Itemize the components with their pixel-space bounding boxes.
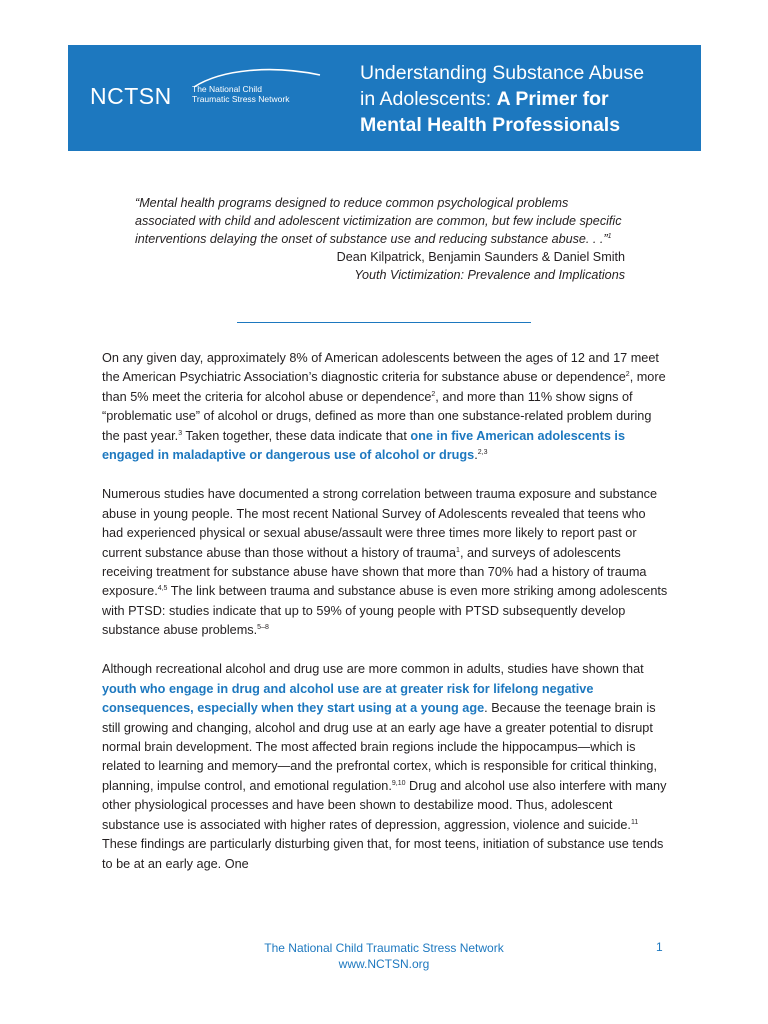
epigraph-quote bbox=[135, 194, 625, 284]
paragraph-3 bbox=[102, 660, 668, 874]
footer-url-link[interactable]: www.NCTSN.org bbox=[338, 957, 430, 971]
logo-subtitle-line1: The National Child bbox=[192, 84, 262, 94]
p2-text-2: , and surveys of adolescents receiving treatment for substance abuse have shown that more than 70% had a history of trauma exposure. bbox=[102, 545, 647, 599]
footnote-ref: 9,10 bbox=[391, 779, 406, 787]
p1-text-4: Taken together, these data indicate that bbox=[182, 428, 411, 443]
footnote-ref: 2 bbox=[625, 371, 630, 379]
p1-text-1: On any given day, approximately 8% of American adolescents between the ages of 12 and 17 meet the American Psychiatric Association’s diagnostic criteria for substance abuse or dependence bbox=[102, 351, 659, 385]
footnote-ref: 1 bbox=[456, 546, 460, 554]
page-footer bbox=[184, 940, 584, 972]
quote-source: Youth Victimization: Prevalence and Implications bbox=[354, 268, 625, 282]
paragraph-1 bbox=[102, 349, 668, 466]
footnote-ref: 3 bbox=[178, 429, 183, 437]
p1-highlight: one in five American adolescents is engaged in maladaptive or dangerous use of alcohol or drugs bbox=[102, 428, 625, 463]
p1-text-3: , and more than 11% show signs of “problematic use” of alcohol or drugs, defined as more than one substance-related problem during the past year. bbox=[102, 389, 652, 443]
logo-subtitle-line2: Traumatic Stress Network bbox=[192, 94, 290, 104]
title-line-2-regular: in Adolescents: bbox=[360, 88, 497, 110]
logo-subtitle bbox=[192, 84, 289, 104]
title-line-1: Understanding Substance Abuse bbox=[360, 62, 645, 84]
quote-authors: Dean Kilpatrick, Benjamin Saunders & Daniel Smith bbox=[336, 250, 625, 264]
body-text bbox=[102, 349, 668, 894]
p1-text-5: . bbox=[474, 448, 478, 463]
footnote-ref: 2,3 bbox=[477, 449, 488, 457]
p3-text-2: . Because the teenage brain is still growing and changing, alcohol and drug use at an early age have a greater potential to disrupt normal brain development. The most affected brain regions include the hippocampus—which is related to learning and memory—and the prefrontal cortex, which is responsible for critical thinking, planning, impulse control, and emotional regulation. bbox=[102, 701, 657, 793]
p2-text-1: Numerous studies have documented a strong correlation between trauma exposure and substance abuse in young people. The most recent National Survey of Adolescents revealed that teens who had experienced physical or sexual abuse/assault were three times more likely to report past or current substance abuse than those without a history of trauma bbox=[102, 487, 658, 560]
paragraph-2 bbox=[102, 485, 668, 641]
nctsn-logo[interactable] bbox=[90, 65, 330, 125]
p3-text-4: These findings are particularly disturbing given that, for most teens, initiation of substance use tends to be at an early age. One bbox=[102, 837, 664, 871]
p2-text-3: The link between trauma and substance abuse is even more striking among adolescents with PTSD: studies indicate that up to 59% of young people with PTSD subsequently develop substance abuse problems. bbox=[102, 584, 668, 638]
p3-text-3: Drug and alcohol use also interfere with many other physiological processes and have been shown to destabilize mood. Thus, adolescent substance use is associated with higher rates of depression, aggression, violence and suicide. bbox=[102, 778, 667, 832]
quote-note: 1 bbox=[607, 233, 612, 240]
p3-text-1: Although recreational alcohol and drug use are more common in adults, studies have shown that bbox=[102, 662, 644, 677]
title-line-2-bold: A Primer for bbox=[496, 88, 609, 110]
footnote-ref: 2 bbox=[431, 390, 436, 398]
title-line-2 bbox=[360, 86, 690, 112]
p1-text-2: , more than 5% meet the criteria for alcohol abuse or dependence bbox=[102, 370, 666, 404]
section-divider bbox=[237, 322, 531, 323]
logo-wordmark: NCTSN bbox=[90, 83, 172, 109]
quote-text bbox=[135, 194, 625, 248]
page-number: 1 bbox=[656, 940, 663, 954]
footer-org: The National Child Traumatic Stress Network bbox=[264, 941, 504, 955]
document-title bbox=[360, 60, 690, 138]
footnote-ref: 5–8 bbox=[257, 624, 269, 632]
quote-body: “Mental health programs designed to reduce common psychological problems associated with child and adolescent victimization are common, but few include specific interventions delaying the onset of substance use and reducing substance abuse. . .” bbox=[135, 196, 622, 246]
p3-highlight: youth who engage in drug and alcohol use are at greater risk for lifelong negative consequences, especially when they start using at a young age bbox=[102, 681, 594, 716]
header-banner bbox=[68, 45, 701, 151]
title-line-3 bbox=[360, 112, 690, 138]
footnote-ref: 11 bbox=[630, 818, 639, 826]
footnote-ref: 4,5 bbox=[157, 585, 168, 593]
title-line-3-bold: Mental Health Professionals bbox=[360, 114, 621, 136]
